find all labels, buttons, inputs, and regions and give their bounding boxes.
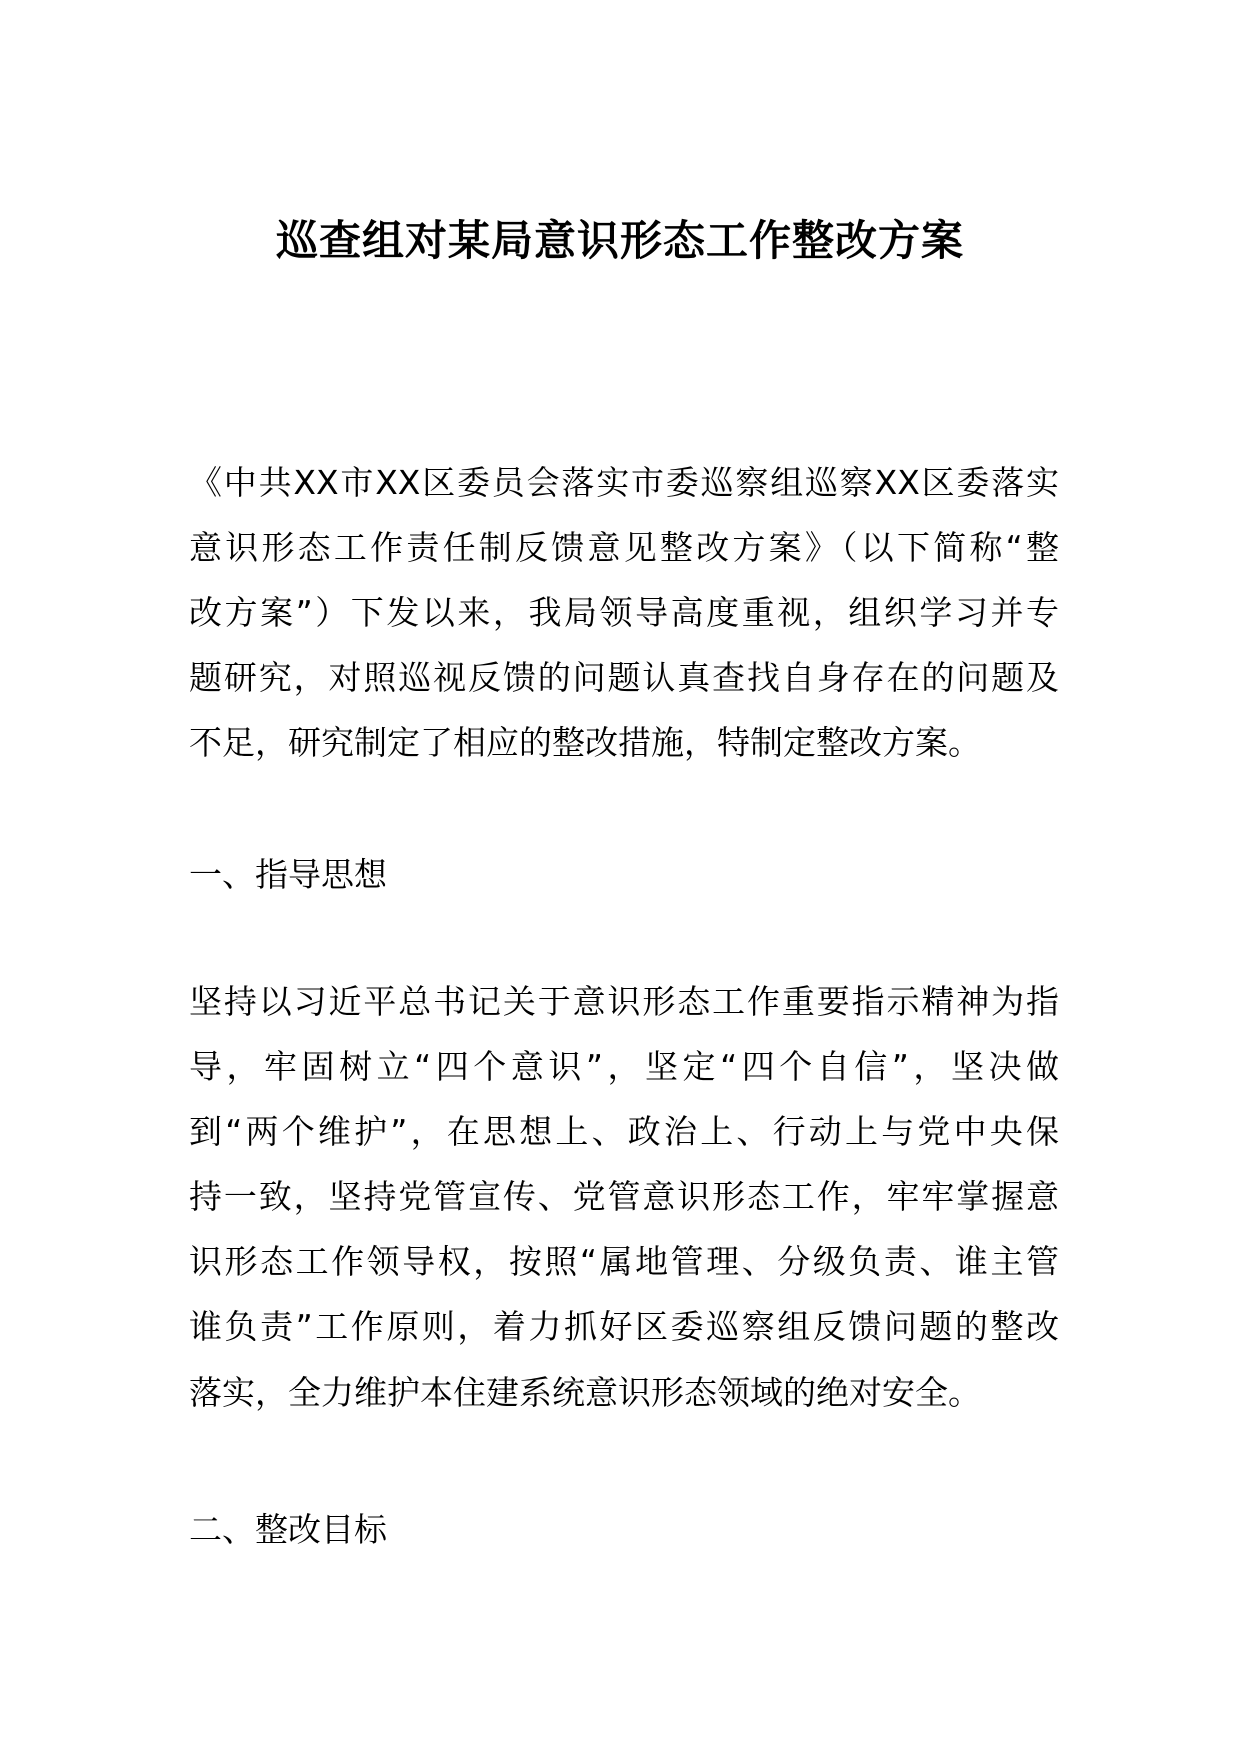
paragraph-line: 题研究，对照巡视反馈的问题认真查找自身存在的问题及 [189, 658, 1059, 697]
paragraph-line: 不足，研究制定了相应的整改措施，特制定整改方案。 [189, 723, 981, 762]
section-heading-rectification-goals: 二、整改目标 [189, 1510, 387, 1549]
paragraph-line: 坚持以习近平总书记关于意识形态工作重要指示精神为指 [189, 982, 1059, 1021]
document-title: 巡查组对某局意识形态工作整改方案 [275, 216, 964, 265]
paragraph-line: 持一致，坚持党管宣传、党管意识形态工作，牢牢掌握意 [189, 1177, 1059, 1216]
paragraph-line: 到“两个维护”，在思想上、政治上、行动上与党中央保 [189, 1112, 1059, 1151]
paragraph-line: 谁负责”工作原则，着力抓好区委巡察组反馈问题的整改 [189, 1307, 1059, 1346]
paragraph-line: 意识形态工作责任制反馈意见整改方案》（以下简称“整 [189, 528, 1059, 567]
section-heading-guiding-ideology: 一、指导思想 [189, 855, 387, 894]
paragraph-line: 改方案”）下发以来，我局领导高度重视，组织学习并专 [189, 593, 1059, 632]
paragraph-line: 识形态工作领导权，按照“属地管理、分级负责、谁主管 [189, 1242, 1059, 1281]
paragraph-line: 导，牢固树立“四个意识”，坚定“四个自信”，坚决做 [189, 1047, 1059, 1086]
paragraph-line: 落实，全力维护本住建系统意识形态领域的绝对安全。 [189, 1373, 981, 1412]
paragraph-line: 《中共XX市XX区委员会落实市委巡察组巡察XX区委落实 [189, 463, 1059, 502]
